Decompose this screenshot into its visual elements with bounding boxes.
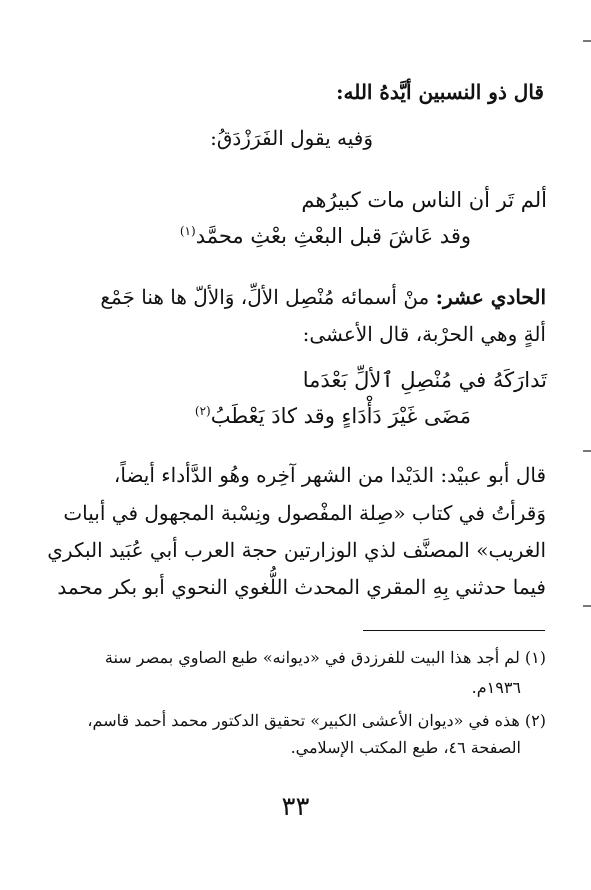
paragraph-line: قال أبو عبيْد: الدَيْدا من الشهر آخِره وهُو الدَّأداء أيضاً، (113, 463, 546, 487)
footnote-2-continuation: الصفحة ٤٦، طبع المكتب الإسلامي. (290, 738, 521, 757)
section-text: منْ أسمائه مُنْصِل الألِّ، وَالألّ ها هنا جَمْع (100, 285, 430, 309)
text-line: وَفيه يقول الفَرَزْدَقُ: (210, 126, 373, 150)
verse-hemistich-2 (195, 402, 471, 430)
footnote-2: (٢) هذه في «ديوان الأعشى الكبير» تحقيق الدكتور محمد أحمد قاسم، (87, 711, 546, 730)
footnote-1-continuation: ١٩٣٦م. (471, 678, 521, 697)
footnote-marker: (١) (179, 224, 196, 238)
footnote-separator (363, 630, 545, 631)
section-label: الحادي عشر: (435, 285, 546, 309)
verse-text: مَضَى غَيْرَ دَأْدَاءٍ وقد كادَ يَعْطَبُ (210, 404, 471, 428)
text-line: ألةٍ وهي الحرْبة، قال الأعشى: (302, 322, 546, 346)
heading-line: قال ذو النسبين أيَّدهُ الله: (336, 80, 544, 104)
paragraph-line: الغريب» المصنَّف لذي الوزارتين حجة العرب أبي عُبَيد البكري (47, 538, 546, 562)
verse-hemistich-1: ألم تَر أن الناس مات كبيرُهم (301, 188, 547, 212)
text-line (44, 283, 546, 311)
verse-hemistich-2 (180, 222, 471, 250)
page-edge-mark (583, 605, 591, 607)
page-edge-mark (583, 40, 591, 42)
footnote-marker: (٢) (194, 404, 211, 418)
page-number: ٣٣ (281, 792, 310, 822)
paragraph-line: وَقرأتُ في كتاب «صِلة المفْصول ونِسْبة المجهول في أبيات (63, 501, 546, 525)
verse-text: وقد عَاشَ قبل البعْثِ بعْثِ محمَّد (195, 224, 471, 248)
verse-hemistich-1: تَدارَكَهُ في مُنْصِلِ ٱلألِّ بَعْدَما (302, 368, 547, 392)
footnote-1: (١) لم أجد هذا البيت للفرزدق في «ديوانه» طبع الصاوي بمصر سنة (104, 648, 546, 667)
paragraph-line: فيما حدثني بِهِ المقري المحدث اللُّغوي النحوي أبو بكر محمد (57, 575, 546, 599)
page-edge-mark (583, 450, 591, 452)
